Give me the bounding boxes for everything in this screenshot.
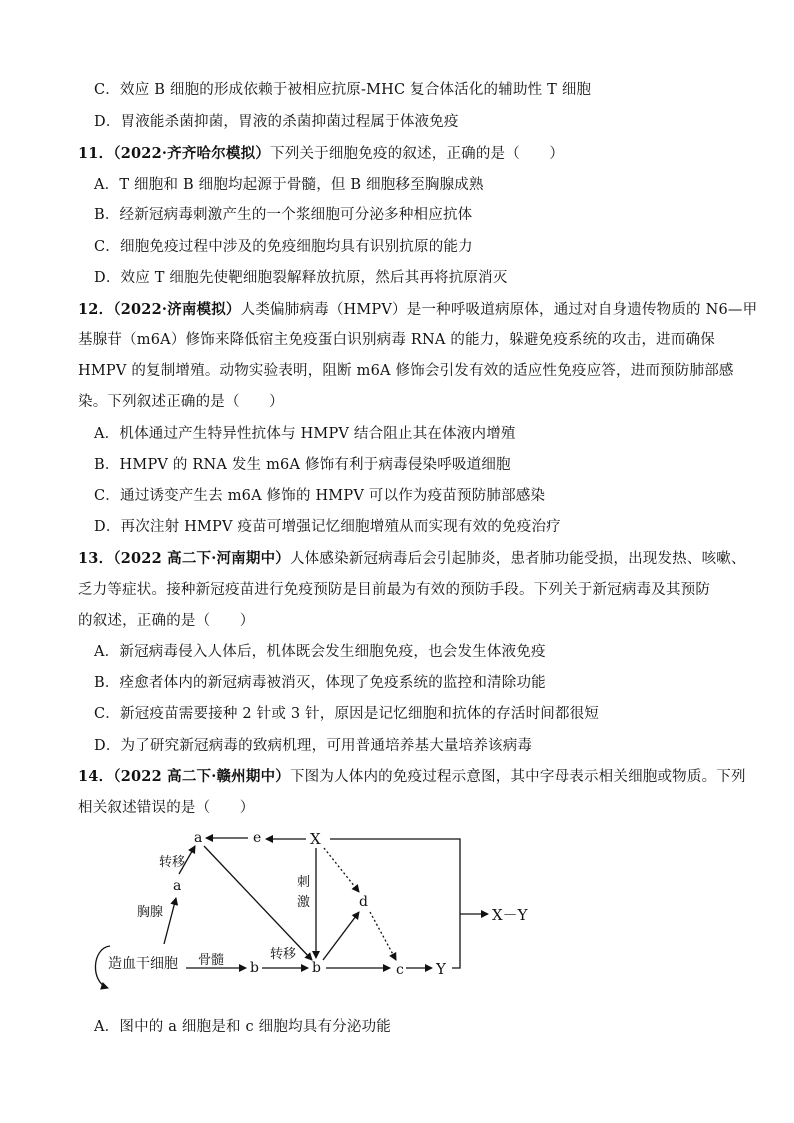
q12-option-b: B．HMPV 的 RNA 发生 m6A 修饰有利于病毒侵染呼吸道细胞 (94, 457, 511, 473)
node-a-middle: a (173, 878, 182, 894)
q13-option-d: D．为了研究新冠病毒的致病机理，可用普通培养基大量培养该病毒 (94, 738, 533, 754)
q13-source: （2022 高二下·河南期中） (113, 550, 290, 567)
q11-stem (78, 144, 564, 164)
q10-option-d: D．胃液能杀菌抑菌，胃液的杀菌抑菌过程属于体液免疫 (94, 114, 459, 130)
node-e: e (253, 830, 262, 846)
arrow-stemcell-to-a (164, 898, 176, 944)
q12-stem-line4: 染。下列叙述正确的是（ ） (78, 394, 284, 410)
node-c: c (396, 962, 404, 978)
q12-option-c: C．通过诱变产生去 m6A 修饰的 HMPV 可以作为疫苗预防肺部感染 (94, 488, 546, 504)
node-d: d (359, 894, 368, 910)
q11-text: 下列关于细胞免疫的叙述，正确的是（ ） (270, 146, 565, 162)
node-b-right: b (312, 960, 321, 976)
q11-option-c: C．细胞免疫过程中涉及的免疫细胞均具有识别抗原的能力 (94, 239, 473, 255)
result-xy: X－Y (492, 906, 528, 924)
bracket-x-y (330, 839, 460, 968)
arrow-b-to-d (323, 912, 359, 960)
q12-number: 12． (78, 301, 114, 318)
arrow-a-to-b (204, 846, 312, 960)
q14-text: 下图为人体内的免疫过程示意图，其中字母表示相关细胞或物质。下列 (289, 769, 746, 785)
q12-option-a: A．机体通过产生特异性抗体与 HMPV 结合阻止其在体液内增殖 (94, 426, 516, 442)
label-thymus: 胸腺 (137, 905, 164, 920)
q11-option-a: A．T 细胞和 B 细胞均起源于骨髓，但 B 细胞移至胸腺成熟 (94, 177, 484, 193)
label-stimulate-1: 刺 (297, 875, 311, 890)
node-x: X (310, 830, 321, 848)
q14-stem-line2: 相关叙述错误的是（ ） (78, 800, 255, 816)
q12-stem-line1 (78, 300, 757, 320)
label-transfer-bottom: 转移 (270, 947, 297, 962)
label-transfer-top: 转移 (159, 855, 186, 870)
stem-cell-label: 造血干细胞 (108, 956, 178, 972)
q12-text: 人类偏肺病毒（HMPV）是一种呼吸道病原体，通过对自身遗传物质的 N6—甲 (240, 302, 758, 318)
q11-number: 11． (78, 145, 114, 162)
q13-option-b: B．痊愈者体内的新冠病毒被消灭，体现了免疫系统的监控和清除功能 (94, 675, 546, 691)
arrow-x-to-d-dotted (324, 848, 359, 892)
node-b-left: b (250, 960, 259, 976)
q11-option-b: B．经新冠病毒刺激产生的一个浆细胞可分泌多种相应抗体 (94, 207, 473, 223)
q13-stem-line3: 的叙述，正确的是（ ） (78, 613, 255, 629)
q14-option-a: A．图中的 a 细胞是和 c 细胞均具有分泌功能 (94, 1019, 391, 1035)
q11-option-d: D．效应 T 细胞先使靶细胞裂解释放抗原，然后其再将抗原消灭 (94, 270, 508, 286)
label-bone-marrow: 骨髓 (198, 953, 225, 968)
q13-stem-line2: 乏力等症状。接种新冠疫苗进行免疫预防是目前最为有效的预防手段。下列关于新冠病毒及其预防 (78, 582, 711, 598)
q13-option-a: A．新冠病毒侵入人体后，机体既会发生细胞免疫，也会发生体液免疫 (94, 644, 546, 660)
q14-source: （2022 高二下·赣州期中） (113, 768, 290, 785)
q12-source: （2022·济南模拟） (113, 301, 241, 318)
node-y: Y (436, 960, 446, 978)
q10-option-c: C．效应 B 细胞的形成依赖于被相应抗原-MHC 复合体活化的辅助性 T 细胞 (94, 82, 592, 98)
arrow-d-to-c-dotted (370, 912, 396, 960)
q11-source: （2022·齐齐哈尔模拟） (113, 145, 271, 162)
q13-option-c: C．新冠疫苗需要接种 2 针或 3 针，原因是记忆细胞和抗体的存活时间都很短 (94, 706, 600, 722)
q12-stem-line2: 基腺苷（m6A）修饰来降低宿主免疫蛋白识别病毒 RNA 的能力，躲避免疫系统的攻击，进而确保 (78, 332, 715, 348)
q13-text: 人体感染新冠病毒后会引起肺炎，患者肺功能受损，出现发热、咳嗽、 (289, 551, 746, 567)
node-a-top: a (194, 830, 203, 846)
q14-number: 14． (78, 768, 114, 785)
immune-process-diagram (80, 822, 560, 1000)
q12-option-d: D．再次注射 HMPV 疫苗可增强记忆细胞增殖从而实现有效的免疫治疗 (94, 519, 561, 535)
q13-stem-line1 (78, 549, 746, 569)
q12-stem-line3: HMPV 的复制增殖。动物实验表明，阻断 m6A 修饰会引发有效的适应性免疫应答，进而预防肺部感 (78, 363, 734, 379)
q14-stem-line1 (78, 767, 746, 787)
label-stimulate-2: 激 (297, 895, 311, 910)
q13-number: 13． (78, 550, 114, 567)
